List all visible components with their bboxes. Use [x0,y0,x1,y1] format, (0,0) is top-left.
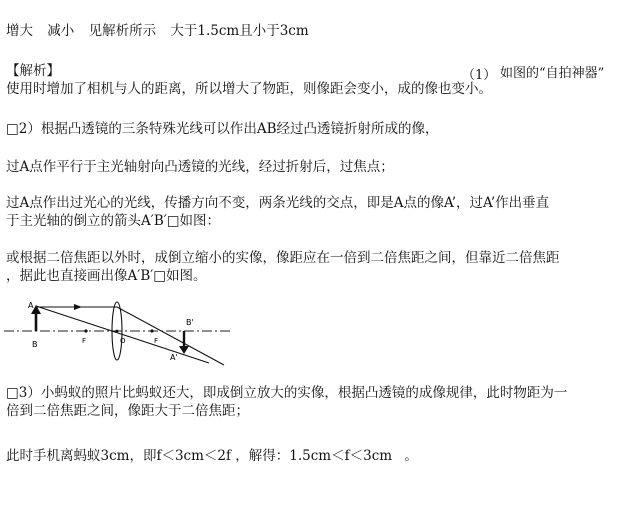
answer-row [6,22,319,40]
part2-ray2-line2: 于主光轴的倒立的箭头A′B′□如图： [6,213,221,229]
answer-4: 大于1.5cm且小于3cm [170,23,309,39]
focal-point-left [84,329,87,332]
lens-ray-diagram [4,292,234,368]
label-b: B [32,340,38,349]
answer-2: 减小 [47,23,75,39]
final-period: 。 [404,448,418,464]
part2-intro: □2）根据凸透镜的三条特殊光线可以作出AB经过凸透镜折射所成的像， [6,121,439,137]
part2-alt-line2: ，据此也直接画出像A′B′□如图。 [6,268,207,284]
part2-ray2-line1: 过A点作出过光心的光线，传播方向不变，两条光线的交点，即是A点的像A’，过A’作出垂直 [6,195,550,211]
part1-body: 使用时增加了相机与人的距离，所以增大了物距，则像距会变小，成的像也变小。 [6,81,492,97]
final-equation: 此时手机离蚂蚁3cm，即f＜3cm＜2f ，解得：1.5cm＜f＜3cm [6,448,393,464]
optical-center [116,330,119,333]
part3-line1: □3）小蚂蚁的照片比蚂蚁还大，即成倒立放大的实像，根据凸透镜的成像规律，此时物距为一 [6,385,568,401]
label-f-left: F [82,337,87,345]
label-a-prime: A' [170,353,178,362]
label-f-right: F [154,337,159,345]
part3-line2: 倍到二倍焦距之间，像距大于二倍焦距； [6,403,249,419]
label-b-prime: B' [186,318,194,327]
part2-alt-line1: 或根据二倍焦距以外时，成倒立缩小的实像，像距应在一倍到二倍焦距之间，但靠近二倍焦距 [6,250,560,266]
label-o: O [120,337,126,345]
answer-3: 见解析所示 [88,23,157,39]
answer-1: 增大 [6,23,33,39]
analysis-tag: 【解析】 [6,63,60,79]
focal-point-right [150,329,153,332]
part1-number: （1） [462,68,497,83]
parallel-ray-arrow [74,304,82,310]
label-a: A [28,301,34,310]
image-arrow-head [179,346,189,354]
part2-ray1: 过A点作平行于主光轴射向凸透镜的光线，经过折射后，过焦点； [6,159,394,175]
final-line [6,447,418,465]
part1-heading: 如图的“自拍神器” [500,66,605,81]
